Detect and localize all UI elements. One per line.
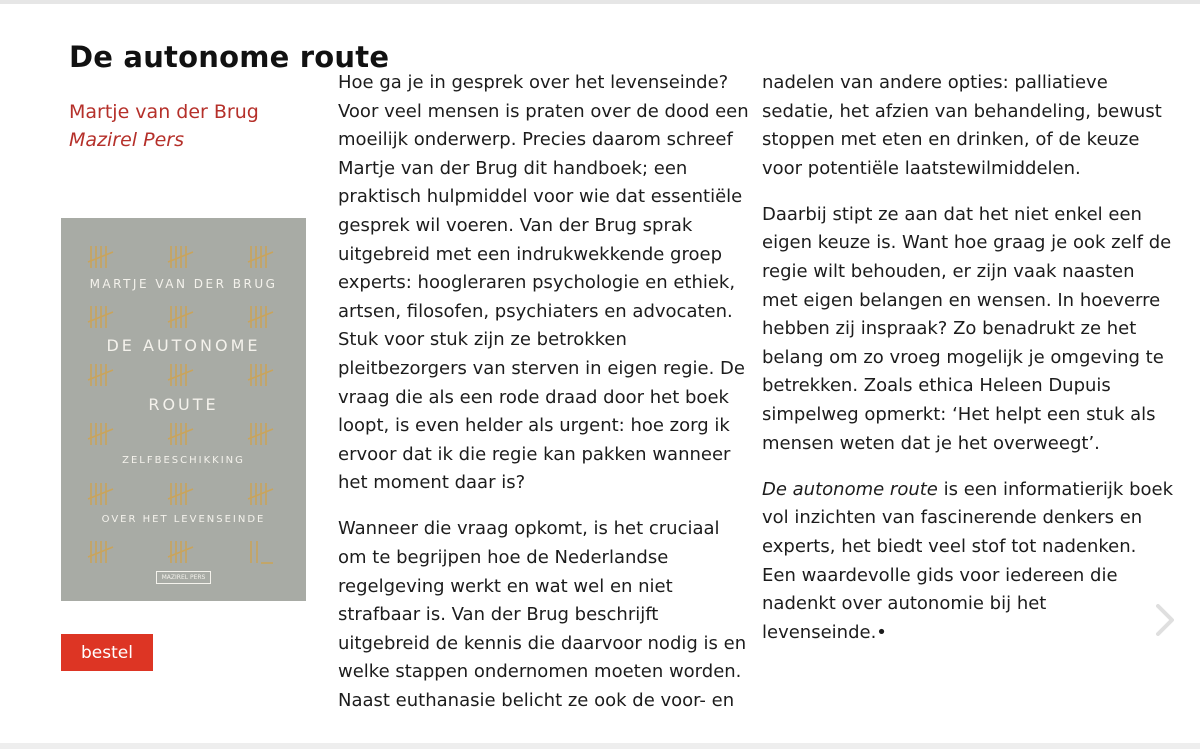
text-line: Stuk voor stuk zijn ze betrokken [338, 329, 627, 351]
tally-mark [248, 483, 273, 505]
order-button[interactable]: bestel [61, 634, 153, 671]
paragraph [762, 69, 1167, 183]
article-column-2 [762, 69, 1173, 665]
text-line: sedatie, het afzien van behandeling, bewust [762, 100, 1162, 122]
text-line: met eigen belangen en wensen. In hoeverre [762, 289, 1161, 311]
tally-mark [251, 541, 273, 563]
text-line: Naast euthanasie belicht ze ook de voor- en [338, 689, 735, 711]
text-line: artsen, filosofen, psychiaters en advocaten. [338, 300, 733, 322]
book-title-italic: De autonome route [762, 478, 938, 500]
text-line: Wanneer die vraag opkomt, is het cruciaal [338, 518, 720, 540]
text-line: strafbaar is. Van der Brug beschrijft [338, 604, 659, 626]
article-column-1 [338, 69, 749, 733]
tally-mark [168, 483, 193, 505]
cover-title-line2: ROUTE [148, 395, 219, 414]
text-line: praktisch hulpmiddel voor wie dat essentiële [338, 186, 743, 208]
tally-mark [248, 364, 273, 386]
tally-mark [248, 423, 273, 445]
text-line: moeilijk onderwerp. Precies daarom schreef [338, 129, 733, 151]
text-line: betrekken. Zoals ethica Heleen Dupuis [762, 375, 1111, 397]
text-line: belang om zo vroeg mogelijk je omgeving te [762, 346, 1164, 368]
text-line: vol inzichten van fascinerende denkers en [762, 507, 1143, 529]
text-line: regelgeving werkt en wat wel en niet [338, 575, 673, 597]
tally-mark [88, 483, 113, 505]
text-line [762, 476, 1173, 505]
text-line: ervoor dat ik die regie kan pakken wanneer [338, 443, 731, 465]
text-line: uitgebreid met een indrukwekkende groep [338, 243, 723, 265]
text-line: mensen weten dat je het overweegt’. [762, 432, 1100, 454]
text-line: gesprek wil voeren. Van der Brug sprak [338, 214, 693, 236]
tally-mark [168, 364, 193, 386]
text-line: stoppen met eten en drinken, of de keuze [762, 129, 1140, 151]
tally-mark [168, 306, 193, 328]
text-line: pleitbezorgers van sterven in eigen regie. De [338, 357, 745, 379]
cover-publisher-logo: MAZIREL PERS [156, 571, 211, 584]
paragraph [338, 515, 747, 715]
cover-subtitle-line2: OVER HET LEVENSEINDE [101, 514, 266, 525]
tally-mark [88, 246, 113, 268]
tally-mark [248, 306, 273, 328]
text-line: om te begrijpen hoe de Nederlandse [338, 547, 669, 568]
tally-mark [168, 246, 193, 268]
tally-mark [88, 364, 113, 386]
text-line: hebben zij inspraak? Zo benadrukt ze het [762, 318, 1137, 340]
cover-author: MARTJE VAN DER BRUG [89, 277, 278, 291]
text-line: Een waardevolle gids voor iedereen die [762, 564, 1118, 586]
tally-mark [168, 541, 193, 563]
chevron-right-icon[interactable] [1153, 602, 1177, 638]
text-line: Voor veel mensen is praten over de dood een [338, 100, 749, 122]
text-line: nadenkt over autonomie bij het [762, 593, 1047, 615]
text-line: levenseinde.• [762, 621, 887, 643]
text-line: experts, het biedt veel stof tot nadenken. [762, 535, 1137, 557]
text-line: uitgebreid de kennis die daarvoor nodig is en [338, 632, 747, 654]
cover-title-line1: DE AUTONOME [106, 336, 261, 355]
line-rest: is een informatierijk boek [937, 478, 1173, 500]
tally-mark [88, 306, 113, 328]
text-line: experts: hoogleraren psychologie en ethiek, [338, 272, 736, 294]
book-publisher: Mazirel Pers [69, 129, 184, 151]
text-line: het moment daar is? [338, 472, 526, 494]
tally-mark [88, 541, 113, 563]
page-title: De autonome route [69, 40, 390, 74]
text-line: nadelen van andere opties: palliatieve [762, 72, 1108, 93]
paragraph [762, 476, 1173, 648]
text-line: welke stappen ondernomen moeten worden. [338, 661, 742, 683]
text-line: vraag die als een rode draad door het boek [338, 386, 729, 408]
text-line: Martje van der Brug dit handboek; een [338, 157, 688, 179]
paragraph [338, 69, 749, 498]
text-line: Daarbij stipt ze aan dat het niet enkel een [762, 203, 1142, 225]
text-line: Hoe ga je in gesprek over het levenseinde? [338, 72, 729, 93]
text-line: loopt, is even helder als urgent: hoe zorg ik [338, 415, 730, 437]
cover-subtitle-line1: ZELFBESCHIKKING [122, 455, 245, 466]
tally-mark [248, 246, 273, 268]
book-author: Martje van der Brug [69, 101, 259, 123]
text-line: eigen keuze is. Want hoe graag je ook zelf de [762, 232, 1172, 254]
tally-mark [88, 423, 113, 445]
paragraph [762, 201, 1172, 458]
text-line: voor potentiële laatstewilmiddelen. [762, 157, 1081, 179]
text-line: simpelweg opmerkt: ‘Het helpt een stuk als [762, 404, 1156, 426]
text-line: regie wilt behouden, er zijn vaak naasten [762, 261, 1135, 283]
tally-mark [168, 423, 193, 445]
